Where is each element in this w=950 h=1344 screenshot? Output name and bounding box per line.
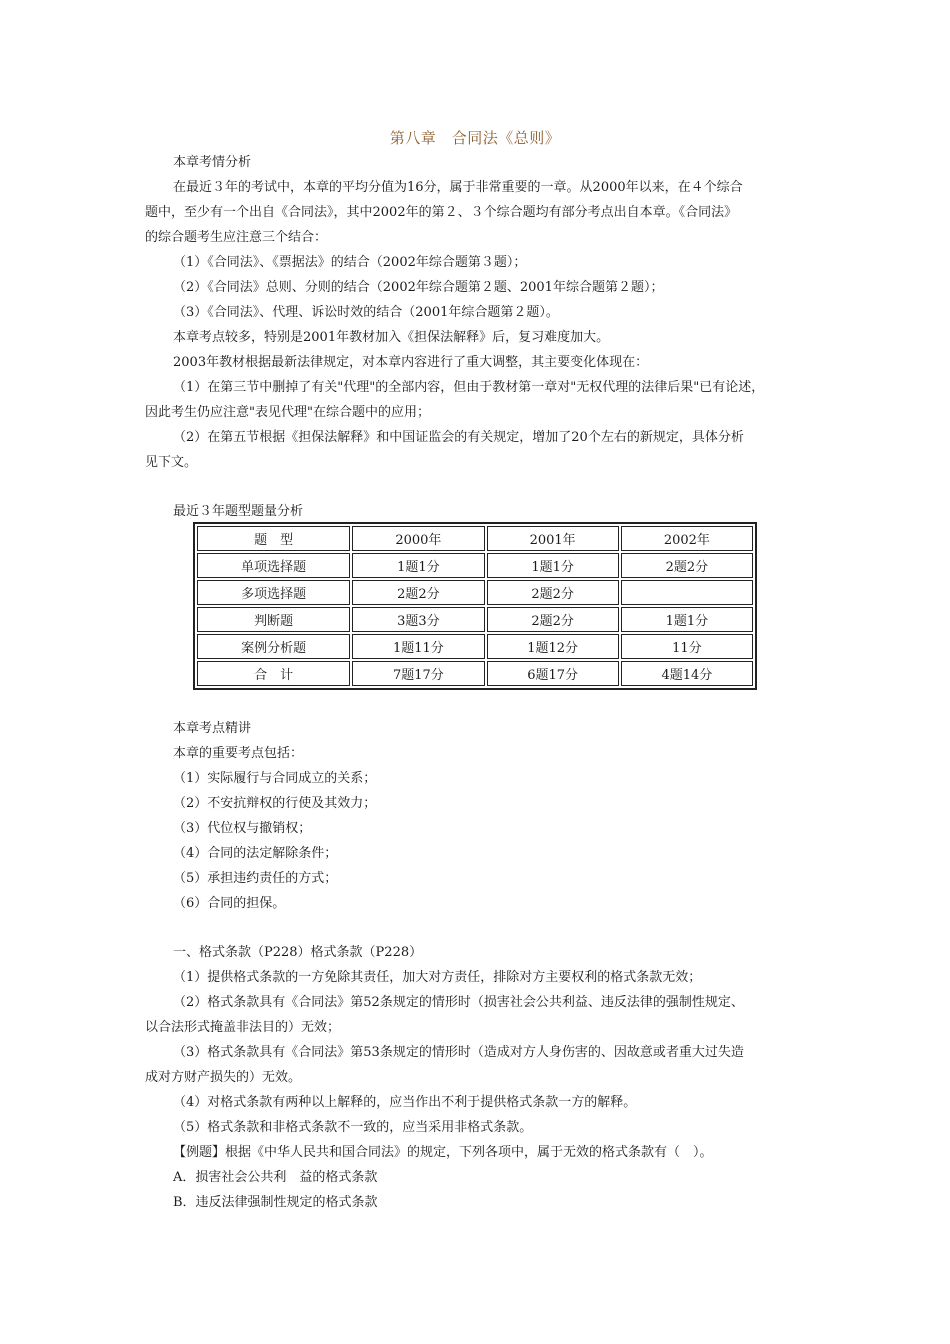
table-cell: 2000年 [352, 526, 484, 551]
keypoints-heading: 本章考点精讲 [173, 721, 252, 736]
change-item-line: 因此考生仍应注意"表见代理"在综合题中的应用； [145, 405, 430, 420]
table-cell: 2题2分 [352, 580, 484, 605]
example-option-a: A．损害社会公共利 益的格式条款 [173, 1170, 378, 1185]
table-cell: 11分 [621, 634, 753, 659]
table-cell: 2题2分 [487, 580, 619, 605]
table-row [197, 634, 753, 659]
analysis-heading: 本章考情分析 [173, 155, 252, 170]
combination-item: （2）《合同法》总则、分则的结合（2002年综合题第２题、2001年综合题第２题）； [173, 280, 664, 295]
combination-item: （1）《合同法》、《票据法》的结合（2002年综合题第３题）； [173, 255, 527, 270]
table-cell: 2题2分 [621, 553, 753, 578]
section-item-line: 以合法形式掩盖非法目的）无效； [145, 1020, 341, 1035]
section-item: （1）提供格式条款的一方免除其责任，加大对方责任，排除对方主要权利的格式条款无效； [173, 970, 702, 985]
table-row [197, 580, 753, 605]
table-cell: 3题3分 [352, 607, 484, 632]
analysis-paragraph: 2003年教材根据最新法律规定，对本章内容进行了重大调整，其主要变化体现在： [173, 355, 649, 370]
table-cell: 多项选择题 [197, 580, 350, 605]
table-cell: 7题17分 [352, 661, 484, 686]
change-item-line: （1）在第三节中删掉了有关"代理"的全部内容，但由于教材第一章对"无权代理的法律后果"已有论述， [173, 380, 765, 395]
table-cell: 1题1分 [352, 553, 484, 578]
keypoint-item: （1）实际履行与合同成立的关系； [173, 771, 377, 786]
combination-item: （3）《合同法》、代理、诉讼时效的结合（2001年综合题第２题）。 [173, 305, 559, 320]
section-item: （4）对格式条款有两种以上解释的，应当作出不利于提供格式条款一方的解释。 [173, 1095, 637, 1110]
analysis-paragraph-line: 的综合题考生应注意三个结合： [145, 230, 328, 245]
change-item-line: （2）在第五节根据《担保法解释》和中国证监会的有关规定，增加了20个左右的新规定，具体分析 [173, 430, 744, 445]
keypoint-item: （2）不安抗辩权的行使及其效力； [173, 796, 377, 811]
analysis-paragraph-line: 题中，至少有一个出自《合同法》，其中2002年的第２、３个综合题均有部分考点出自本章。《合同法》 [145, 205, 738, 220]
table-cell: 6题17分 [487, 661, 619, 686]
table-cell: 1题12分 [487, 634, 619, 659]
question-type-table [193, 522, 757, 690]
table-cell: 题 型 [197, 526, 350, 551]
table-cell: 1题11分 [352, 634, 484, 659]
keypoint-item: （5）承担违约责任的方式； [173, 871, 338, 886]
table-row [197, 526, 753, 551]
table-cell: 1题1分 [621, 607, 753, 632]
example-question: 【例题】根据《中华人民共和国合同法》的规定，下列各项中，属于无效的格式条款有（ ）。 [173, 1145, 713, 1160]
section-heading: 一、格式条款（P228）格式条款（P228） [173, 945, 423, 960]
analysis-paragraph-line: 在最近３年的考试中，本章的平均分值为16分，属于非常重要的一章。从2000年以来，在４个综合 [173, 180, 743, 195]
table-row [197, 607, 753, 632]
section-item-line: （3）格式条款具有《合同法》第53条规定的情形时（造成对方人身伤害的、因故意或者重大过失造 [173, 1045, 744, 1060]
section-item-line: 成对方财产损失的）无效。 [145, 1070, 302, 1085]
section-item: （5）格式条款和非格式条款不一致的，应当采用非格式条款。 [173, 1120, 533, 1135]
table-cell [621, 580, 753, 605]
keypoint-item: （4）合同的法定解除条件； [173, 846, 338, 861]
table-cell: 2002年 [621, 526, 753, 551]
keypoints-intro: 本章的重要考点包括： [173, 746, 304, 761]
table-cell: 4题14分 [621, 661, 753, 686]
table-row [197, 553, 753, 578]
change-item-line: 见下文。 [145, 455, 198, 470]
table-caption: 最近３年题型题量分析 [173, 504, 304, 519]
example-option-b: B．违反法律强制性规定的格式条款 [173, 1195, 378, 1210]
keypoint-item: （6）合同的担保。 [173, 896, 286, 911]
table-cell: 1题1分 [487, 553, 619, 578]
table-cell: 判断题 [197, 607, 350, 632]
chapter-title: 第八章 合同法《总则》 [389, 129, 561, 147]
table-cell: 合 计 [197, 661, 350, 686]
table-row [197, 661, 753, 686]
table-cell: 2题2分 [487, 607, 619, 632]
analysis-paragraph: 本章考点较多，特别是2001年教材加入《担保法解释》后，复习难度加大。 [173, 330, 610, 345]
section-item-line: （2）格式条款具有《合同法》第52条规定的情形时（损害社会公共利益、违反法律的强制性规定、 [173, 995, 744, 1010]
table-cell: 单项选择题 [197, 553, 350, 578]
table-cell: 2001年 [487, 526, 619, 551]
table-cell: 案例分析题 [197, 634, 350, 659]
keypoint-item: （3）代位权与撤销权； [173, 821, 312, 836]
